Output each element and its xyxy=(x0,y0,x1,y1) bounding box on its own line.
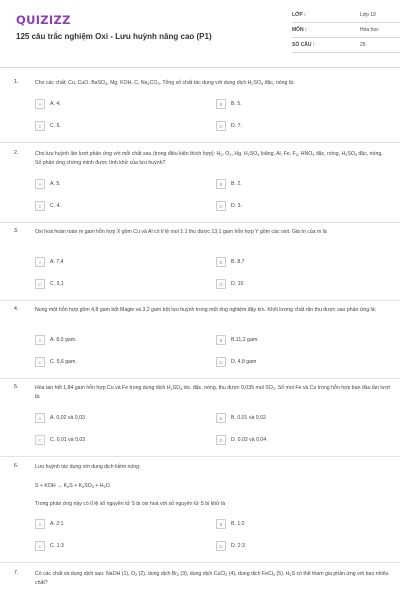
meta-label: LỚP : xyxy=(292,12,306,18)
question-divider xyxy=(0,300,400,301)
option-letter-box: B xyxy=(216,179,226,189)
question-text: Cho các chất: Cu, CuO, BaSO$_4$, Mg, KOH, C, $Na_2CO_3$. Tổng số chất tác dụng với dung dịch $H_2SO_4$ đặc, nóng là: xyxy=(35,80,295,86)
option-text: C. 1:3 xyxy=(50,543,64,549)
question-number: 4. xyxy=(14,306,19,312)
option-letter-box: D xyxy=(216,201,226,211)
question-text: Lưu huỳnh tác dụng với dung dịch kiềm nóng: xyxy=(35,464,141,470)
option-c[interactable] xyxy=(35,435,215,447)
option-c[interactable] xyxy=(35,541,215,553)
question-divider xyxy=(0,456,400,457)
option-letter-box: A xyxy=(35,179,45,189)
question-divider xyxy=(0,562,400,563)
meta-row-question-count xyxy=(292,38,400,53)
option-text: D. 2:3 xyxy=(231,543,245,549)
option-letter-box: A xyxy=(35,99,45,109)
option-text: A. 7,4 xyxy=(50,259,64,265)
option-text: D. 3. xyxy=(231,203,242,209)
option-text: A. 2:1 xyxy=(50,521,64,527)
option-letter-box: D xyxy=(216,121,226,131)
question-note: Trong phản ứng này có tỉ lệ số nguyên tử S bị oxi hoá với số nguyên tử S bị khử là xyxy=(35,501,226,507)
option-letter-box: B xyxy=(216,335,226,345)
option-text: B.11,2 gam. xyxy=(231,337,259,343)
option-d[interactable] xyxy=(216,201,396,213)
question-number: 3. xyxy=(14,228,19,234)
meta-value: Lớp 10 xyxy=(360,12,376,18)
question-text: Cho lưu huỳnh lần lượt phản ứng với mỗi chất sau (trong điều kiện thích hợp): $H_2$, $O_2$, Hg, $H_2SO_4$ loãng, Al, Fe, $F_2$, $HNO_3$ đặc, nóng, $H_2SO_4$ đặc, nóng. Số phản ứng chứng minh được tính khử của lưu huỳnh? xyxy=(35,151,383,166)
question-text: Có các chất và dung dịch sau: NaOH (1), $O_2$ (2), dung dịch $Br_2$ (3), dung dịch CuCl$_2$ (4), dung dịch FeCl$_2$ (5). $H_2S$ có thể tham gia phản ứng với bao nhiêu chất? xyxy=(35,571,389,586)
option-letter-box: A xyxy=(35,257,45,267)
worksheet-header xyxy=(0,0,400,62)
option-letter-box: B xyxy=(216,519,226,529)
question-number: 6. xyxy=(14,463,19,469)
question-divider xyxy=(0,378,400,379)
option-b[interactable] xyxy=(216,99,396,111)
question-divider xyxy=(0,222,400,223)
option-letter-box: C xyxy=(35,279,45,289)
option-c[interactable] xyxy=(35,279,215,291)
option-letter-box: D xyxy=(216,357,226,367)
quizizz-logo: QUIZIZZ xyxy=(16,13,71,27)
question-number: 7. xyxy=(14,570,19,576)
option-text: C. 0,01 và 0,03 xyxy=(50,437,86,443)
question-divider xyxy=(0,142,400,143)
question-number: 1. xyxy=(14,79,19,85)
header-divider xyxy=(0,67,400,68)
question-text: Hòa tan hết 1,84 gam hỗn hợp Cu và Fe trong dung dịch $H_2SO_4$ dư, đặc, nóng, thu được 0,035 mol $SO_2$. Số mol Fe và Cu trong hỗn hợp ban đầu lần lượt là: xyxy=(35,385,390,400)
option-text: A. 4. xyxy=(50,101,61,107)
option-letter-box: D xyxy=(216,541,226,551)
meta-label: SỐ CÂU : xyxy=(292,42,315,48)
option-letter-box: A xyxy=(35,519,45,529)
option-text: D. 7. xyxy=(231,123,242,129)
worksheet-title: 125 câu trắc nghiệm Oxi - Lưu huỳnh nâng cao (P1) xyxy=(16,32,212,41)
option-letter-box: D xyxy=(216,279,226,289)
worksheet-meta xyxy=(292,8,400,53)
option-text: C. 9,1 xyxy=(50,281,64,287)
option-c[interactable] xyxy=(35,201,215,213)
option-text: A. 5. xyxy=(50,181,61,187)
option-letter-box: C xyxy=(35,435,45,445)
option-b[interactable] xyxy=(216,519,396,531)
option-letter-box: D xyxy=(216,435,226,445)
option-text: A. 0,02 và 0,03 xyxy=(50,415,85,421)
option-c[interactable] xyxy=(35,121,215,133)
option-b[interactable] xyxy=(216,257,396,269)
option-b[interactable] xyxy=(216,413,396,425)
option-d[interactable] xyxy=(216,279,396,291)
option-text: B. 0,01 và 0,02 xyxy=(231,415,266,421)
option-letter-box: A xyxy=(35,413,45,423)
meta-row-class xyxy=(292,8,400,23)
option-c[interactable] xyxy=(35,357,215,369)
option-letter-box: C xyxy=(35,121,45,131)
option-letter-box: B xyxy=(216,413,226,423)
option-a[interactable] xyxy=(35,335,215,347)
option-b[interactable] xyxy=(216,179,396,191)
option-letter-box: C xyxy=(35,357,45,367)
option-text: B. 5. xyxy=(231,101,242,107)
question-text: Nung một hỗn hợp gồm 4,8 gam bột Magie và 3,2 gam bột lưu huỳnh trong một ống nghiệm đậy kín. Khối lượng chất rắn thu được sau phản ứng là: xyxy=(35,307,377,313)
option-text: B. 8,7 xyxy=(231,259,245,265)
option-text: B. 2. xyxy=(231,181,242,187)
option-d[interactable] xyxy=(216,357,396,369)
reaction-equation: S + KOH → $K_2S + K_2SO_3 + H_2O$. xyxy=(35,483,112,489)
option-letter-box: A xyxy=(35,335,45,345)
option-text: A. 8,0 gam. xyxy=(50,337,77,343)
option-a[interactable] xyxy=(35,179,215,191)
question-number: 5. xyxy=(14,384,19,390)
option-text: C. 5,6 gam. xyxy=(50,359,77,365)
meta-value: Hóa học xyxy=(360,27,379,33)
option-a[interactable] xyxy=(35,257,215,269)
option-letter-box: B xyxy=(216,99,226,109)
option-a[interactable] xyxy=(35,413,215,425)
option-text: D. 0,02 và 0,04 xyxy=(231,437,267,443)
meta-value: 25 xyxy=(360,42,366,48)
option-letter-box: C xyxy=(35,201,45,211)
question-text: Oxi hoá hoàn toàn m gam hỗn hợp X gồm Cu và Al có tỉ lệ mol 1:1 thu được 13,1 gam hỗn hợp Y gồm các oxit. Giá trị của m là xyxy=(35,229,327,235)
option-text: D. 10. xyxy=(231,281,245,287)
meta-row-subject xyxy=(292,23,400,38)
option-letter-box: B xyxy=(216,257,226,267)
option-a[interactable] xyxy=(35,519,215,531)
option-d[interactable] xyxy=(216,435,396,447)
option-b[interactable] xyxy=(216,335,396,347)
option-d[interactable] xyxy=(216,121,396,133)
option-text: C. 4. xyxy=(50,203,61,209)
option-a[interactable] xyxy=(35,99,215,111)
option-d[interactable] xyxy=(216,541,396,553)
meta-label: MÔN : xyxy=(292,27,307,33)
option-text: C. 6. xyxy=(50,123,61,129)
question-number: 2. xyxy=(14,150,19,156)
option-text: B. 1:2 xyxy=(231,521,245,527)
option-letter-box: C xyxy=(35,541,45,551)
option-text: D. 4,8 gam xyxy=(231,359,257,365)
